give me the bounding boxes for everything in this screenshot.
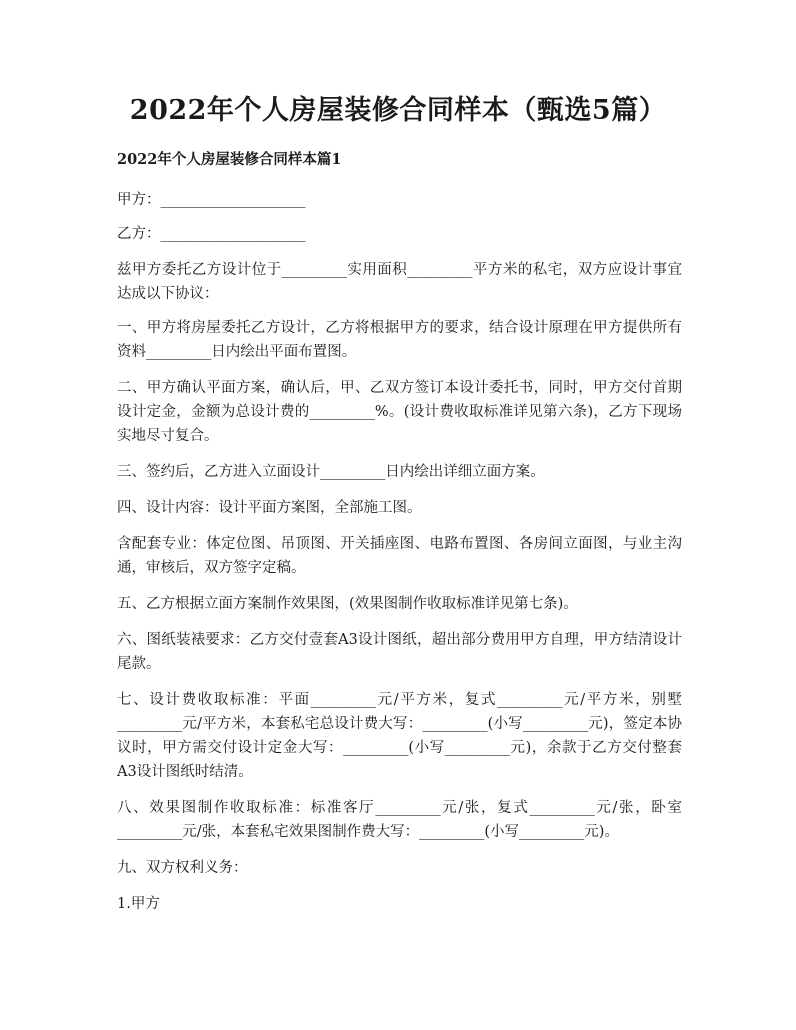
paragraph-clause-4: 四、设计内容：设计平面方案图，全部施工图。 <box>117 500 422 516</box>
paragraph-clause-3: 三、签约后，乙方进入立面设计_________日内绘出详细立面方案。 <box>117 464 545 480</box>
paragraph-clause-9: 九、双方权利义务： <box>117 860 248 876</box>
paragraph-clause-5: 五、乙方根据立面方案制作效果图，(效果图制作收取标准详见第七条)。 <box>117 596 578 612</box>
paragraph-clause-1: 一、甲方将房屋委托乙方设计，乙方将根据甲方的要求，结合设计原理在甲方提供所有资料_________日内绘出平面布置图。 <box>117 320 682 360</box>
paragraph-clause-7: 七、设计费收取标准：平面_________元/平方米，复式_________元/平方米，别墅_________元/平方米，本套私宅总设计费大写：_________(小写_________元)，签定本协议时，甲方需交付设计定金大写：_________(小写_________元)，余款于乙方交付整套A3设计图纸时结清。 <box>117 692 682 780</box>
paragraph-clause-8: 八、效果图制作收取标准：标准客厅_________元/张，复式_________元/张，卧室_________元/张，本套私宅效果图制作费大写：_________(小写_________元)。 <box>117 800 682 840</box>
paragraph-clause-6: 六、图纸装裱要求：乙方交付壹套A3设计图纸，超出部分费用甲方自理，甲方结清设计尾款。 <box>117 632 682 672</box>
section-heading: 2022年个人房屋装修合同样本篇1 <box>117 151 342 168</box>
paragraph-intro: 兹甲方委托乙方设计位于_________实用面积_________平方米的私宅，双方应设计事宜达成以下协议： <box>117 262 682 302</box>
paragraph-party-a-heading: 1.甲方 <box>117 896 160 912</box>
party-a-line: 甲方：____________________ <box>117 192 306 208</box>
party-b-line: 乙方：____________________ <box>117 226 306 242</box>
paragraph-supporting-drawings: 含配套专业：体定位图、吊顶图、开关插座图、电路布置图、各房间立面图，与业主沟通，审核后，双方签字定稿。 <box>117 536 682 576</box>
document-title: 2022年个人房屋装修合同样本（甄选5篇） <box>129 95 667 126</box>
paragraph-clause-2: 二、甲方确认平面方案，确认后，甲、乙双方签订本设计委托书，同时，甲方交付首期设计定金，金额为总设计费的_________%。(设计费收取标准详见第六条)，乙方下现场实地尽寸复合。 <box>117 380 682 444</box>
